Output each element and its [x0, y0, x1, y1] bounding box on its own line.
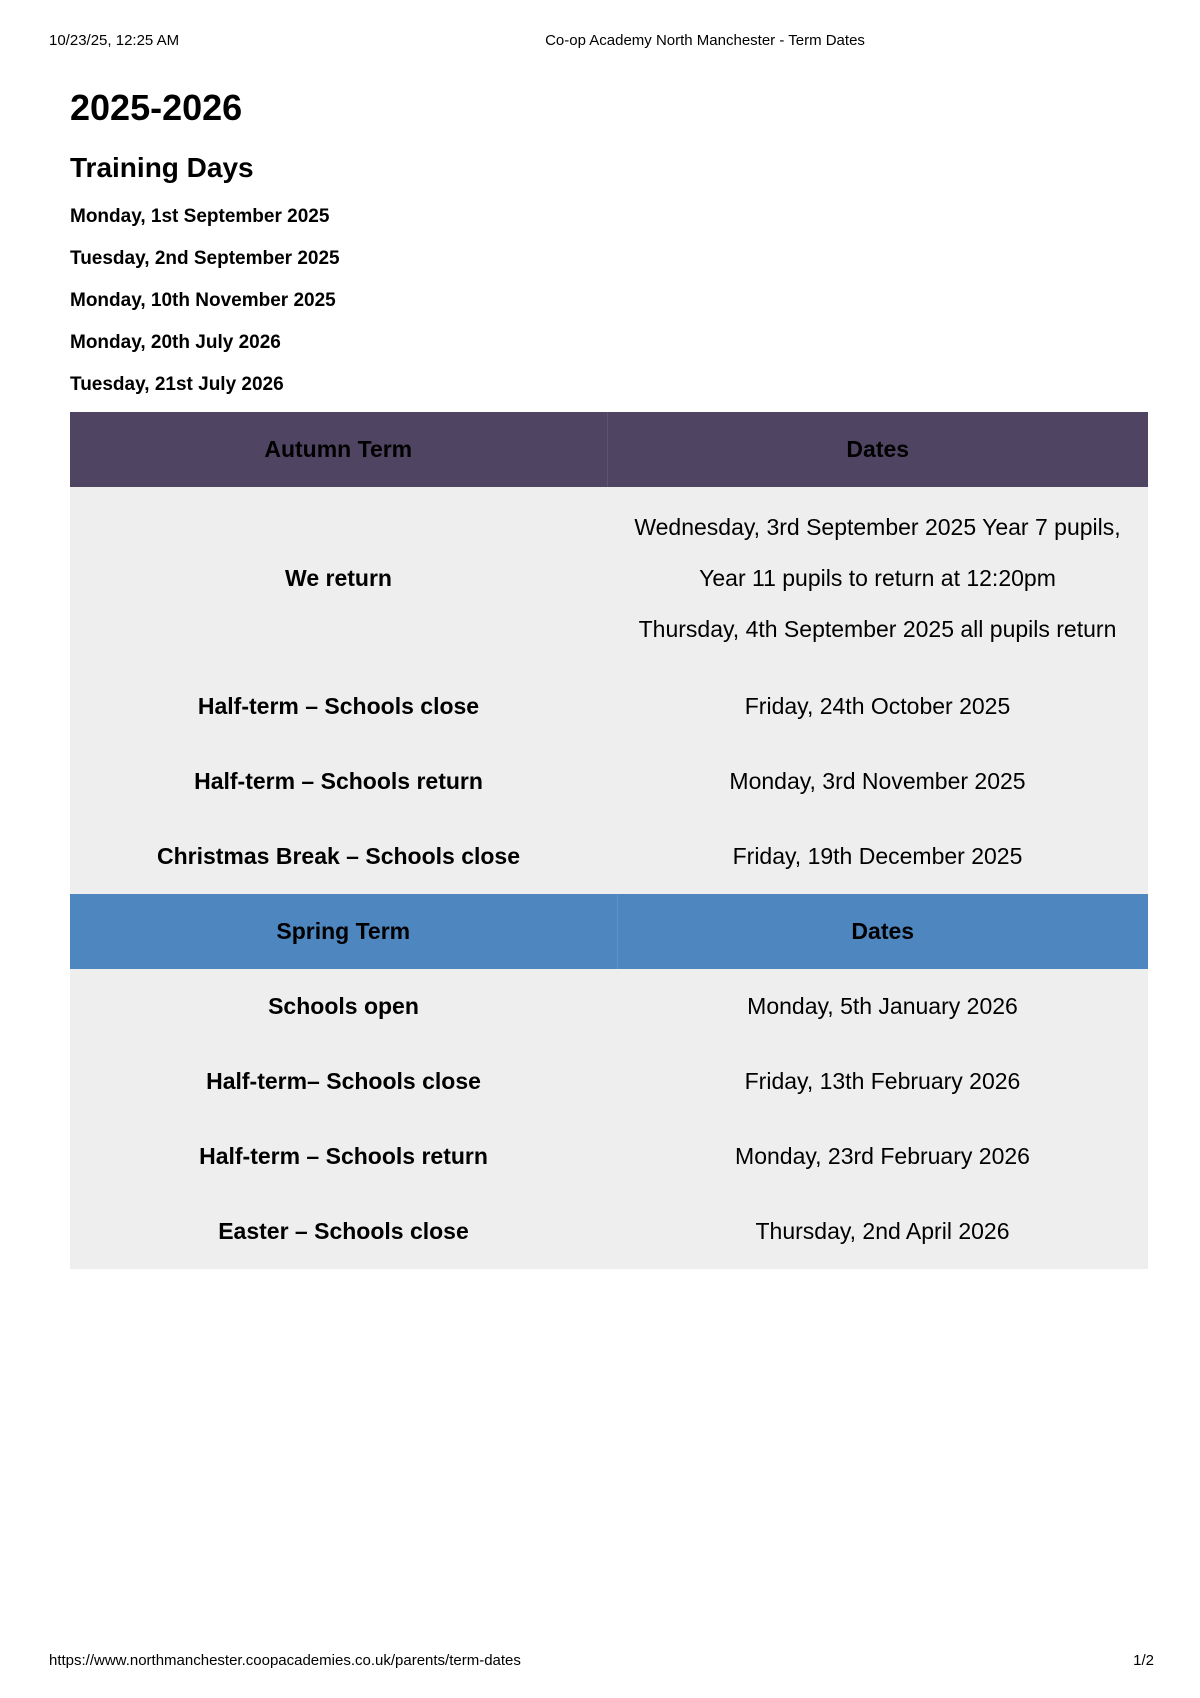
training-day-item: Monday, 10th November 2025 [70, 290, 336, 311]
training-day-item: Tuesday, 2nd September 2025 [70, 248, 340, 269]
training-day-item: Tuesday, 21st July 2026 [70, 374, 284, 395]
event-label: Christmas Break – Schools close [70, 819, 607, 894]
table-row [70, 744, 1148, 819]
table-row [70, 969, 1148, 1044]
training-day-item: Monday, 20th July 2026 [70, 332, 281, 353]
print-footer-url: https://www.northmanchester.coopacademies.co.uk/parents/term-dates [49, 1652, 521, 1669]
event-date: Monday, 3rd November 2025 [607, 744, 1148, 819]
table-row [70, 669, 1148, 744]
event-label: Schools open [70, 969, 617, 1044]
spring-term-header: Spring Term [70, 894, 617, 969]
print-header-datetime: 10/23/25, 12:25 AM [49, 32, 180, 49]
table-row [70, 1044, 1148, 1119]
event-date: Thursday, 2nd April 2026 [617, 1194, 1148, 1269]
spring-dates-header: Dates [617, 894, 1148, 969]
autumn-header-row [70, 412, 1148, 487]
return-label: We return [70, 487, 607, 669]
spring-term-table [70, 894, 1148, 1269]
term-dates-content [70, 82, 1148, 1269]
table-row [70, 1194, 1148, 1269]
autumn-term-header: Autumn Term [70, 412, 607, 487]
event-label: Half-term– Schools close [70, 1044, 617, 1119]
training-day-item: Monday, 1st September 2025 [70, 206, 330, 227]
table-row [70, 1119, 1148, 1194]
return-date-line: Year 11 pupils to return at 12:20pm [699, 564, 1056, 591]
autumn-dates-header: Dates [607, 412, 1148, 487]
table-row [70, 819, 1148, 894]
event-label: Half-term – Schools close [70, 669, 607, 744]
event-label: Half-term – Schools return [70, 1119, 617, 1194]
spring-header-row [70, 894, 1148, 969]
event-date: Friday, 19th December 2025 [607, 819, 1148, 894]
print-footer-page-number: 1/2 [1133, 1652, 1154, 1669]
event-label: Easter – Schools close [70, 1194, 617, 1269]
training-days-title: Training Days [70, 152, 254, 183]
event-label: Half-term – Schools return [70, 744, 607, 819]
event-date: Monday, 5th January 2026 [617, 969, 1148, 1044]
return-date-line: Wednesday, 3rd September 2025 Year 7 pupils, [634, 513, 1121, 540]
training-days-list [70, 202, 1148, 412]
return-dates [607, 487, 1148, 669]
table-row [70, 487, 1148, 669]
event-date: Friday, 24th October 2025 [607, 669, 1148, 744]
print-header-title: Co-op Academy North Manchester - Term Dates [545, 32, 865, 49]
return-date-line: Thursday, 4th September 2025 all pupils return [638, 615, 1117, 642]
event-date: Monday, 23rd February 2026 [617, 1119, 1148, 1194]
year-title: 2025-2026 [70, 87, 243, 128]
event-date: Friday, 13th February 2026 [617, 1044, 1148, 1119]
autumn-term-table [70, 412, 1148, 894]
